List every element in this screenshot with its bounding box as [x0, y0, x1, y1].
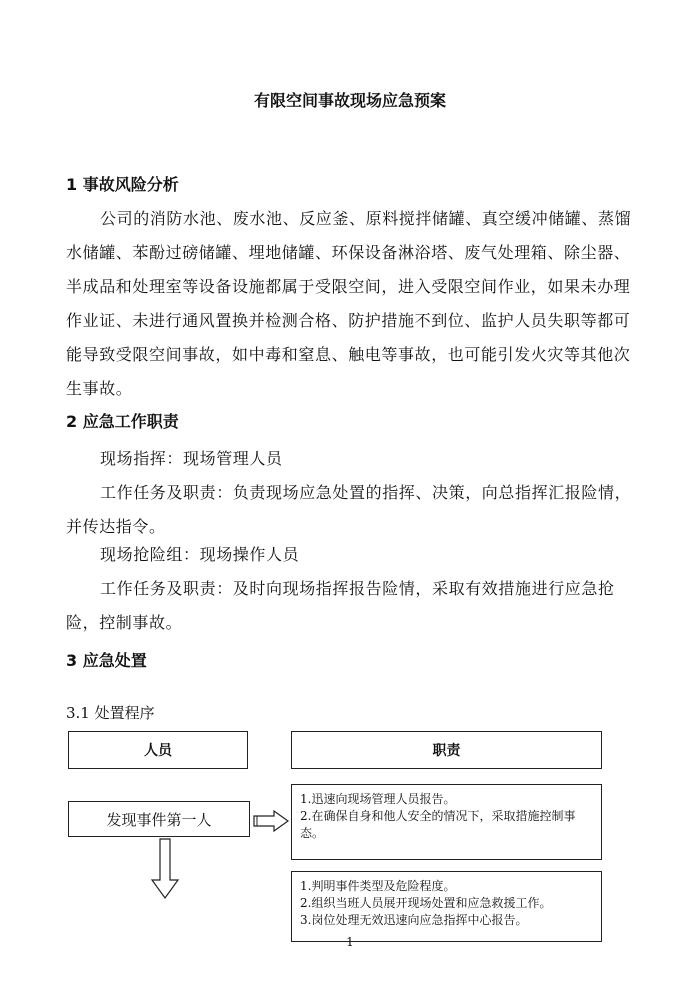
section-1-paragraph: 公司的消防水池、废水池、反应釜、原料搅拌储罐、真空缓冲储罐、蒸馏水储罐、苯酚过磅储罐、埋地储罐、环保设备淋浴塔、废气处理箱、除尘器、半成品和处理室等设备设施都属于受限空间，进入受限空间作业，如果未办理作业证、未进行通风置换并检测合格、防护措施不到位、监护人员失职等都可能导致受限空间事故，如中毒和窒息、触电等事故，也可能引发火灾等其他次生事故。: [66, 209, 632, 398]
duty-2-item-2: 2.组织当班人员展开现场处置和应急救援工作。: [300, 896, 552, 910]
duty-box-1: [291, 784, 602, 860]
column-header-person: 人员: [68, 731, 248, 769]
document-title: 有限空间事故现场应急预案: [253, 91, 446, 110]
duty-1-item-2: 2.在确保自身和他人安全的情况下，采取措施控制事态。: [300, 809, 576, 840]
duty-line-commander: 现场指挥：现场管理人员: [100, 449, 283, 468]
section-3-heading: 3 应急处置: [66, 651, 147, 670]
section-1-heading: 1 事故风险分析: [66, 175, 179, 194]
duty-line-commander-task: 工作任务及职责：负责现场应急处置的指挥、决策，向总指挥汇报险情，并传达指令。: [66, 483, 632, 536]
person-box-first-finder: 发现事件第一人: [68, 801, 250, 837]
column-header-duty: 职责: [291, 731, 602, 769]
right-arrow-icon: [252, 810, 290, 832]
duty-line-rescue-task: 工作任务及职责：及时向现场指挥报告险情，采取有效措施进行应急抢险，控制事故。: [66, 579, 615, 632]
section-2-heading: 2 应急工作职责: [66, 412, 179, 431]
duty-box-2: [291, 871, 602, 942]
duty-2-item-3: 3.岗位处理无效迅速向应急指挥中心报告。: [300, 913, 528, 927]
page-number: 1: [346, 935, 354, 949]
duty-1-item-1: 1.迅速向现场管理人员报告。: [300, 792, 456, 806]
duty-line-rescue: 现场抢险组：现场操作人员: [100, 545, 300, 564]
section-3-1-heading: 3.1 处置程序: [66, 704, 155, 722]
down-arrow-icon: [150, 838, 180, 900]
duty-2-item-1: 1.判明事件类型及危险程度。: [300, 879, 456, 893]
